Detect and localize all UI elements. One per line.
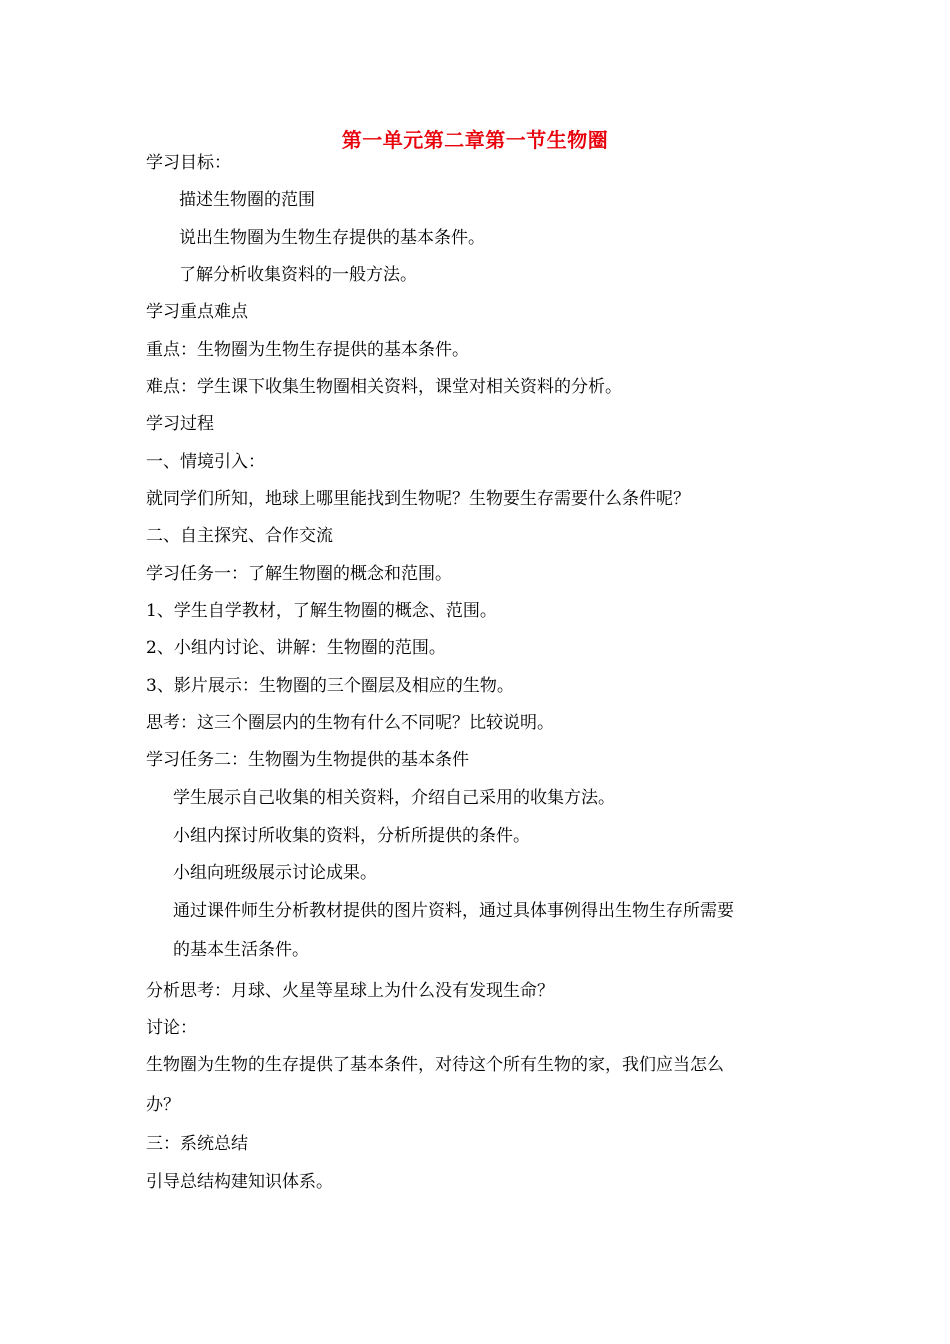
subsection-heading: 讨论：: [146, 1018, 197, 1038]
difficulty-text: 难点：学生课下收集生物圈相关资料，课堂对相关资料的分析。: [146, 377, 622, 397]
task-heading: 学习任务二：生物圈为生物提供的基本条件: [146, 750, 469, 770]
section-heading-process: 学习过程: [146, 414, 214, 434]
paragraph-continuation: 办？: [146, 1095, 180, 1115]
paragraph-text: 引导总结构建知识体系。: [146, 1172, 333, 1192]
paragraph-text: 就同学们所知，地球上哪里能找到生物呢？生物要生存需要什么条件呢？: [146, 489, 690, 509]
section-heading-objectives: 学习目标：: [146, 153, 231, 173]
paragraph-text: 分析思考：月球、火星等星球上为什么没有发现生命？: [146, 981, 554, 1001]
objective-item: 了解分析收集资料的一般方法。: [179, 265, 417, 285]
indented-paragraph: 小组内探讨所收集的资料，分析所提供的条件。: [173, 826, 530, 846]
section-heading-key-points: 学习重点难点: [146, 302, 248, 322]
indented-paragraph: 学生展示自己收集的相关资料，介绍自己采用的收集方法。: [173, 788, 615, 808]
paragraph-text: 生物圈为生物的生存提供了基本条件，对待这个所有生物的家，我们应当怎么: [146, 1055, 724, 1075]
key-point-text: 重点：生物圈为生物生存提供的基本条件。: [146, 340, 469, 360]
objective-item: 说出生物圈为生物生存提供的基本条件。: [179, 228, 485, 248]
list-item: 1、学生自学教材，了解生物圈的概念、范围。: [146, 601, 497, 621]
indented-paragraph-continuation: 的基本生活条件。: [173, 940, 309, 960]
objective-item: 描述生物圈的范围: [179, 190, 315, 210]
document-title: 第一单元第二章第一节生物圈: [341, 128, 609, 152]
subsection-heading: 二、自主探究、合作交流: [146, 526, 333, 546]
task-heading: 学习任务一：了解生物圈的概念和范围。: [146, 564, 452, 584]
list-item: 2、小组内讨论、讲解：生物圈的范围。: [146, 638, 446, 658]
paragraph-text: 思考：这三个圈层内的生物有什么不同呢？比较说明。: [146, 713, 554, 733]
list-item: 3、影片展示：生物圈的三个圈层及相应的生物。: [146, 676, 514, 696]
indented-paragraph: 小组向班级展示讨论成果。: [173, 863, 377, 883]
subsection-heading: 三：系统总结: [146, 1134, 248, 1154]
subsection-heading: 一、情境引入：: [146, 452, 265, 472]
indented-paragraph: 通过课件师生分析教材提供的图片资料，通过具体事例得出生物生存所需要: [173, 901, 734, 921]
